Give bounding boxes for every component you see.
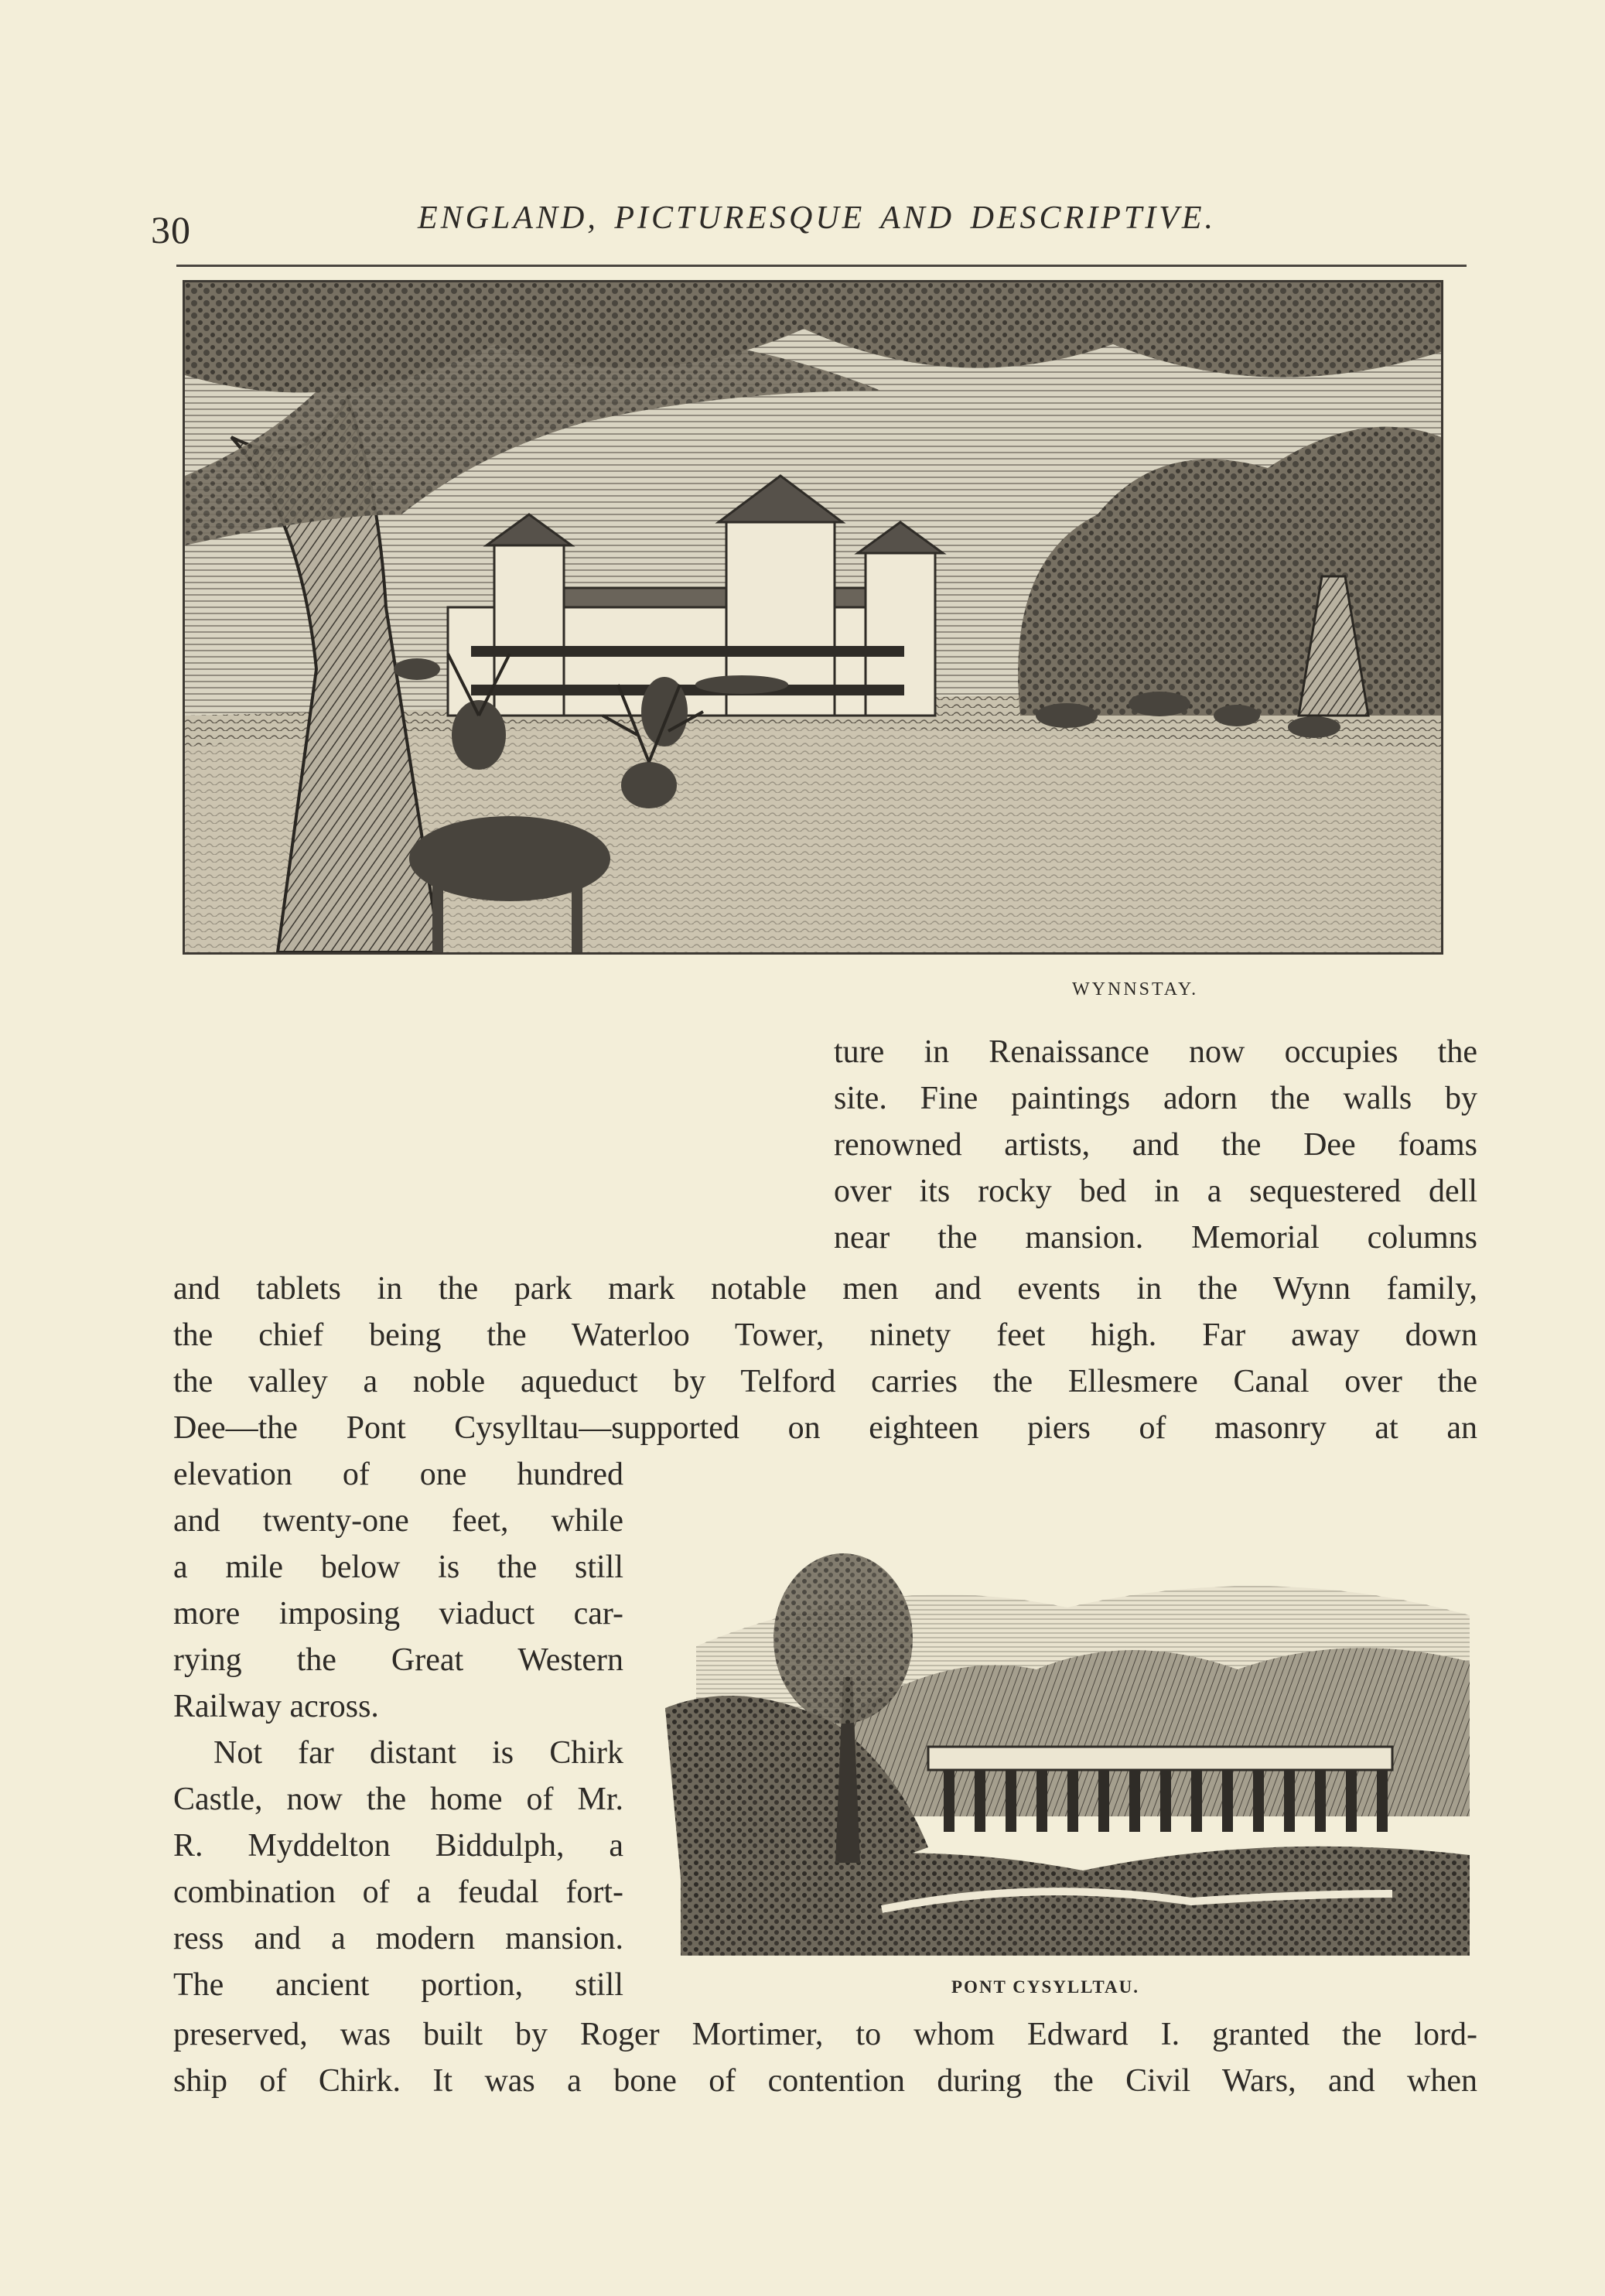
- text-line: combination of a feudal fort-: [173, 1874, 623, 1910]
- text-line: Railway across.: [173, 1689, 379, 1724]
- text-line: R. Myddelton Biddulph, a: [173, 1828, 623, 1864]
- text-line: the valley a noble aqueduct by Telford carries the Ellesmere Canal over the: [173, 1364, 1477, 1399]
- text-line: ture in Renaissance now occupies the: [834, 1034, 1477, 1070]
- text-line: over its rocky bed in a sequestered dell: [834, 1174, 1477, 1209]
- text-line: a mile below is the still: [173, 1549, 623, 1585]
- text-line: ress and a modern mansion.: [173, 1921, 623, 1956]
- text-line: Not far distant is Chirk: [213, 1735, 623, 1771]
- text-line: more imposing viaduct car-: [173, 1596, 623, 1631]
- text-line: site. Fine paintings adorn the walls by: [834, 1081, 1477, 1116]
- text-line: elevation of one hundred: [173, 1457, 623, 1492]
- pont-caption: PONT CYSYLLTAU.: [951, 1977, 1140, 1997]
- running-title: ENGLAND, PICTURESQUE AND DESCRIPTIVE.: [418, 200, 1217, 236]
- text-line: Castle, now the home of Mr.: [173, 1782, 623, 1817]
- text-line: and tablets in the park mark notable men and events in the Wynn family,: [173, 1271, 1477, 1307]
- page-number: 30: [151, 208, 191, 251]
- header-rule: [176, 265, 1467, 267]
- text-line: rying the Great Western: [173, 1642, 623, 1678]
- text-line: renowned artists, and the Dee foams: [834, 1127, 1477, 1163]
- text-line: the chief being the Waterloo Tower, ninety feet high. Far away down: [173, 1317, 1477, 1353]
- text-line: The ancient portion, still: [173, 1967, 623, 2003]
- wynnstay-caption: WYNNSTAY.: [1072, 979, 1199, 999]
- text-line: and twenty-one feet, while: [173, 1503, 623, 1539]
- text-line: Dee—the Pont Cysylltau—supported on eighteen piers of masonry at an: [173, 1410, 1477, 1446]
- wynnstay-engraving: [183, 280, 1443, 955]
- text-line: preserved, was built by Roger Mortimer, to whom Edward I. granted the lord-: [173, 2017, 1477, 2052]
- text-line: near the mansion. Memorial columns: [834, 1220, 1477, 1256]
- aqueduct-illustration: [650, 1491, 1485, 1963]
- text-line: ship of Chirk. It was a bone of contention during the Civil Wars, and when: [173, 2063, 1477, 2099]
- pont-cysylltau-engraving: [650, 1491, 1485, 1963]
- wynnstay-illustration: [185, 282, 1441, 952]
- aqueduct: [928, 1747, 1392, 1770]
